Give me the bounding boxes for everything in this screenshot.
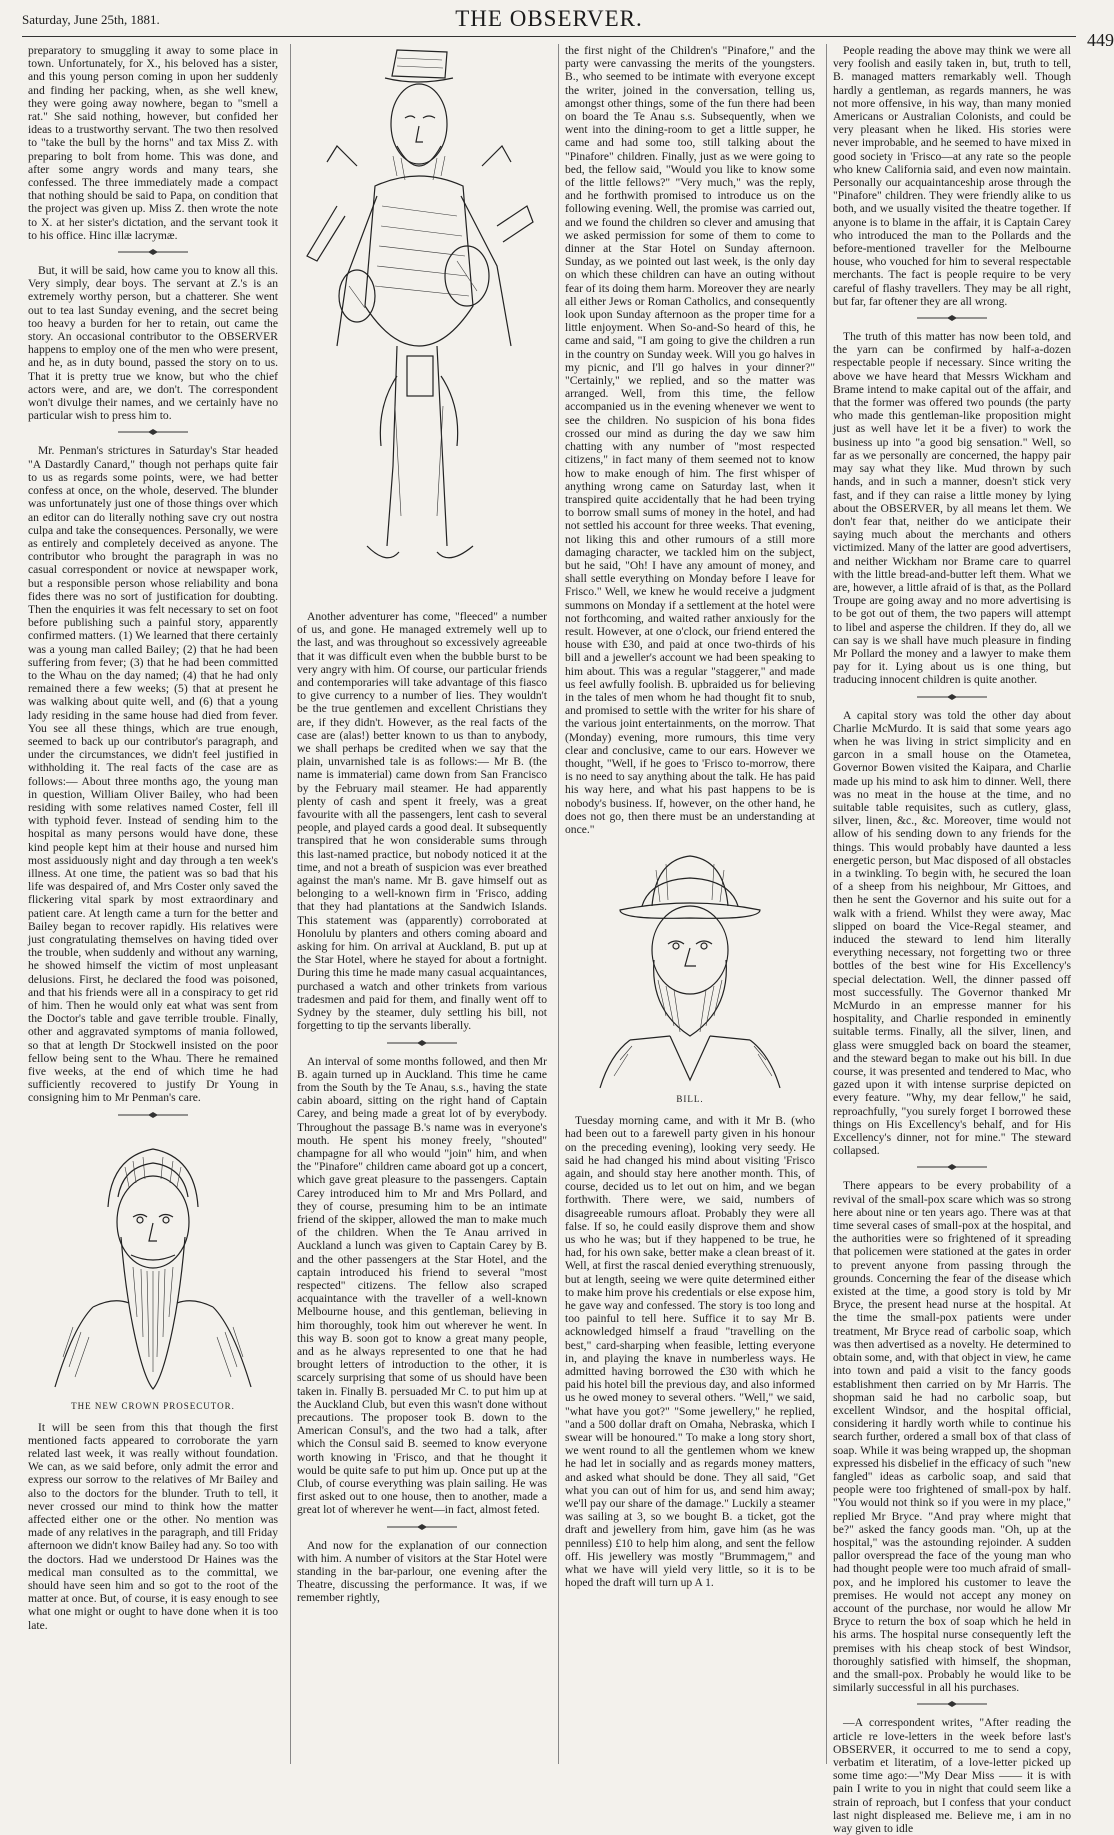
article-paragraph: There appears to be every probability of a revival of the small-pox scare which was so strong here about nine or ten years ago. There was at that time several cases of small-pox at the hospital, and the authorities were so frightened of it spreading that policemen were stationed at the gates in order to prevent anyone from passing through the grounds. Concerning the fear of the disease which existed at the time, a good story is told by Mr Bryce, the present head nurse at the hospital. At the time the small-pox patients were under treatment, Mr Bryce read of carbolic soap, which was then advertised as a novelty. He determined to obtain some, and, with that object in view, he came into town and paid a visit to the fancy goods establishment then carried on by Mr Harris. The shopman said he had no carbolic soap, but excellent Windsor, and the hospital official, considering it hardly worth while to continue his search further, ordered a small box of that class of soap. While it was being wrapped up, the shopman expressed his disbelief in the efficacy of such "new fangled" ideas as carbolic soap, and said that people were too frightened of small-pox by half. "You would not think so if you were in my place," replied Mr Bryce. "And pray where might that be?" asked the fancy goods man. "Oh, up at the hospital," was the astounding rejoinder. A sudden pallor overspread the face of the young man who had thought people were too much afraid of small-pox, and he implored his customer to leave the premises. He would not accept any money on account of the purchase, nor would he allow Mr Bryce to return the box of soap which he held in his arms. The hospital nurse consequently left the premises with his cheap stock of best Windsor, thoroughly satisfied with himself, the shopman, and the small-pox. Probably he would like to be similarly successful in all his purchases. [833, 1179, 1071, 1695]
section-divider [297, 1040, 547, 1046]
section-divider [833, 1164, 1071, 1170]
section-divider [28, 249, 278, 255]
issue-date: Saturday, June 25th, 1881. [22, 12, 160, 27]
newspaper-title: THE OBSERVER. [455, 6, 643, 31]
column-2 [290, 44, 553, 1764]
article-paragraph: It will be seen from this that though the first mentioned facts appeared to corroborate the yarn related last week, it was really without foundation. We can, as we said before, only admit the error and express our sorrow to the relatives of Mr Bailey and also to the doctors for the blunder. Truth to tell, it never crossed our mind to think how the matter affected either one or the other. No mention was made of any relatives in the paragraph, and till Friday afternoon we didn't know Bailey had any. So too with the doctors. Had we understood Dr Haines was the medical man consulted as to the committal, we should have seen him and so got to the root of the matter at once. But, of course, it is easy enough to see what one might or ought to have done when it is too late. [28, 1420, 278, 1632]
article-paragraph: People reading the above may think we were all very foolish and easily taken in, but, truth to tell, B. managed matters remarkably well. Though hardly a gentleman, as regards manners, he was not more offensive, in his way, than many monied Americans or Australian Colonists, and could be very pleasant when he liked. His stories were never improbable, and he seemed to have mixed in good society in 'Frisco—at any rate so the people who knew California said, and even now maintain. Personally our acquaintanceship arose through the "Pinafore" children. They were friendly alike to us both, and we usually visited the theatre together. If anyone is to blame in the affair, it is Captain Carey who introduced the man to the Pollards and the before-mentioned traveller for the Melbourne house, who vouched for him to several respectable merchants. The fact is people require to be very careful of flashy travellers. They may be all right, but far, far oftener they are all wrong. [833, 44, 1071, 308]
section-divider [297, 1524, 547, 1530]
article-paragraph: —A correspondent writes, "After reading the article re love-letters in the week before last's OBSERVER, it occurred to me to send a copy, verbatim et literatim, of a love-letter picked up some time ago:—"My Dear Miss —— it is with pain I write to you in night that could seem like a strain of reproach, but I confess that your conduct last night displeased me. Believe me, i am in no way given to idle [833, 1716, 1071, 1835]
article-paragraph: And now for the explanation of our connection with him. A number of visitors at the Star Hotel were standing in the bar-parlour, one evening after the Theatre, discussing the performance. It was, if we remember rightly, [297, 1538, 547, 1605]
section-divider [833, 315, 1071, 321]
column-1 [22, 44, 284, 1764]
portrait-caption: BILL. [676, 1094, 704, 1105]
section-divider [833, 694, 1071, 700]
column-4 [826, 44, 1077, 1835]
article-paragraph: The truth of this matter has now been told, and the yarn can be confirmed by half-a-dozen respectable people if necessary. Since writing the above we have heard that Messrs Wickham and Brame intend to make capital out of the affair, and that the former was offered two pounds (the party who made this gentleman-like proposition might just as well have let it be a fiver) to work the business up into "a good big sensation." Well, so far as we personally are concerned, the happy pair may say what they like. Mud thrown by such hands, and in such a manner, doesn't stick very fast, and if they can raise a little money by lying about the OBSERVER, by all means let them. We don't fear that, neither do we anticipate their saying much about the merchants and others victimized. Many of the latter are good advertisers, and neither Wickham nor Brame care to quarrel with the little bread-and-butter left them. What we are, however, a little afraid of is that, as the Pollard Troupe are going away and no more advertising is to be got out of them, the two papers will attempt to libel and asperse the children. If they do, all we can say is we shall have much pleasure in finding Mr Pollard the money and a lawyer to make them pay for it. Lying about us is one thing, but traducing innocent children is quite another. [833, 330, 1071, 687]
columns [22, 44, 1076, 1835]
section-divider [28, 1112, 278, 1118]
article-paragraph: preparatory to smuggling it away to some place in town. Unfortunately, for X., his beloved has a sister, and this young person coming in upon her suddenly and finding her packing, when, as she well knew, they were going away nowhere, began to "smell a rat." She said nothing, however, but confided her ideas to a trustworthy servant. The two then resolved to "take the bull by the horns" and tax Miss Z. with preparing to bolt from home. This was done, and after some angry words and many tears, she confessed. The three immediately made a compact that nothing should be said to Papa, on condition that the project was given up. Miss Z. then wrote the note to X. at her sister's dictation, and the servant took it to his office. Hinc illæ lacrymæ. [28, 44, 278, 242]
article-paragraph: Tuesday morning came, and with it Mr B. (who had been out to a farewell party given in his honour on the preceding evening), looking very seedy. He said he had changed his mind about visiting 'Frisco again, and should stay here another month. This, of course, decided us to let out on him, and we began forthwith. There were, we said, numbers of disagreeable rumours afloat. Probably they were all false. If so, he could easily disprove them and show us who he was; but if they happened to be true, he had, for his own sake, better make a clean breast of it. Well, at first the rascal denied everything strenuously, but at length, seeing we were quite determined either to make him prove his credentials or else expose him, he gave way and confessed. The story is too long and too painful to tell here. Suffice it to say Mr B. acknowledged himself a fraud "travelling on the best," card-sharping when feasible, letting everyone in, and playing the knave in numberless ways. He admitted having borrowed the £30 with which he paid his hotel bill the previous day, and also informed us he owed money to several others. "Well," we said, "what have you got?" "Some jewellery," he replied, "and a 500 dollar draft on Omaha, Nebraska, which I swear will be honoured." To make a long story short, we went round to all the gentlemen whom we knew he had let in socially and as regards money matters, and asked what should be done. They all said, "Get what you can out of him for us, and send him away; we'll pay our share of the damage." Luckily a steamer was sailing at 3, so we bought B. a ticket, got the draft and jewellery from him, gave him (as he was penniless) £10 to help him along, and sent the fellow off. His jewellery was mostly "Brummagem," and what we have will yield very little, so it is to be hoped the draft will turn up A 1. [565, 1114, 815, 1590]
article-paragraph: Another adventurer has come, "fleeced" a number of us, and gone. He managed extremely well up to the last, and was throughout so excessively agreeable that it was difficult even when the bubble burst to be very angry with him. Of course, our particular friends and contemporaries will take advantage of this fiasco to give currency to a number of lies. They wouldn't be the true gentlemen and excellent Christians they are, if they didn't. However, as the real facts of the case are (alas!) better known to us than to anybody, we shall perhaps be credited when we say that the plain, unvarnished tale is as follows:— Mr B. (the name is immaterial) came down from San Francisco by the February mail steamer. He had apparently plenty of cash and spent it freely, was a great favourite with all the passengers, lent cash to several people, and played cards a good deal. It subsequently transpired that he won considerable sums through this last-named practice, but nobody noticed it at the time, and not a breath of suspicion was ever breathed against the man's name. Mr B. gave himself out as belonging to a well-known firm in 'Frisco, adding that they had plantations at the Sandwich Islands. This statement was (apparently) corroborated at Honolulu by planters and others coming aboard and asking for him. On arrival at Auckland, B. put up at the Star Hotel, where he stayed for about a fortnight. During this time he made many casual acquaintances, purchased a watch and other trinkets from various tradesmen and paid for them, and finally went off to Sydney by the steamer, duly settling his bill, not forgetting to tip the servants liberally. [297, 610, 547, 1033]
article-paragraph: Mr. Penman's strictures in Saturday's Star headed "A Dastardly Canard," though not perhaps quite fair to us as regards some points, were, we had better confess at once, on the whole, deserved. The blunder was unfortunately just one of those things over which an editor can do literally nothing save cry out nostra culpa and take the consequences. Personally, we were as entirely and completely deceived as anyone. The contributor who brought the paragraph in was no casual correspondent or novice at newspaper work, but a responsible person whose reliability and bona fides there was no sort of justification for doubting. Then the enquiries it was felt necessary to set on foot before publishing such a painful story, apparently confirmed matters. (1) We learned that there certainly was a young man called Bailey; (2) that he had been suffering from fever; (3) that he had been committed to the Whau on the day named; (4) that he had only remained there a few weeks; (5) that at present he was walking about quite well, and (6) that a young lady residing in the same house had died from fever. You see all these things, which are true enough, seemed to back up our contributor's paragraph, and under the circumstances, we didn't feel justified in withholding it. The real facts of the case are as follows:— About three months ago, the young man in question, William Oliver Bailey, who had been residing with some relatives named Coster, fell ill with typhoid fever. Instead of sending him to the hospital as many persons would have done, these kind people kept him at their house and nursed him most assiduously night and day through a ten week's illness. At one time, the patient was so bad that his life was despaired of, and Mrs Coster only saved the flickering vital spark by most extraordinary and patient care. At length came a turn for the better and Bailey began to recover rapidly. His relatives were just congratulating themselves on having tided over the trouble, when suddenly and without any warning, he showed himself the victim of most unpleasant delusions. First, he declared the food was poisoned, and that his friends were all in a conspiracy to get rid of him. Then he would only eat what was sent from the Doctor's table and gave terrible trouble. Finally, other and aggravated symptoms of mania followed, so that at length Dr Stockwell insisted on the poor fellow being sent to the Whau. There he remained five weeks, at the end of which time he had sufficiently recovered to justify Dr Young in consigning him to Mr Penman's care. [28, 444, 278, 1105]
section-divider [833, 1701, 1071, 1707]
bill-portrait [570, 840, 810, 1090]
article-paragraph: A capital story was told the other day about Charlie McMurdo. It is said that some years ago when he was living in strict simplicity and en garcon in a small house on the Otametea, Governor Bowen visited the Kaipara, and Charlie made up his mind to ask him to dinner. Well, there was no meat in the house at the time, and no suitable table requisites, such as cutlery, glass, silver, linen, &c., &c. Moreover, time would not allow of his sending down to any friends for the things. This would probably have daunted a less energetic person, but Mac disposed of all obstacles in a twinkling. To begin with, he secured the loan of a sheep from his neighbour, Mr Gittoes, and then he sent the Governor and his suite out for a walk with a friend. Whilst they were away, Mac slipped on board the Vice-Regal steamer, and induced the steward to lend him literally everything necessary, not forgetting two or three bottles of the best wine for His Excellency's special delectation. Well, the dinner passed off most successfully. The Governor thanked Mr McMurdo in an empresse manner for his hospitality, and Charlie responded in eminently suitable terms. Finally, all the silver, linen, and glass were smuggled back on board the steamer, and the steward began to make out his bill. In due course, it was presented and tendered to Mac, who gazed upon it with intense surprise depicted on every feature. "Why, my dear fellow," he said, reproachfully, "you surely forget I borrowed these things on His Excellency's behalf, and for His Excellency's dinner, not for mine." The steward collapsed. [833, 708, 1071, 1158]
article-paragraph: But, it will be said, how came you to know all this. Very simply, dear boys. The servant at Z.'s is an extremely worthy person, but a chatterer. She went out to tea last Sunday evening, and the secret being too heavy a burden for her to retain, out came the story. An occasional contributor to the OBSERVER happens to employ one of the men who were present, and he, as in duty bound, passed the story on to us. That it is pretty true we know, but who the chief actors were, and are, we don't. The correspondent won't divulge their names, and we certainly have no particular wish to press him to. [28, 264, 278, 423]
article-paragraph: An interval of some months followed, and then Mr B. again turned up in Auckland. This time he came from the South by the Te Anau, s.s., having the state cabin aboard, sitting on the right hand of Captain Carey, and being made a great lot of by everybody. Throughout the passage B.'s name was in everyone's mouth. He spent his money freely, "shouted" champagne for all who would "join" him, and when the "Pinafore" children came aboard got up a concert, which gave great pleasure to the passengers. Captain Carey introduced him to Mr and Mrs Pollard, and they of course, presuming him to be an intimate friend of the skipper, allowed the man to make much of the children. When the Te Anau arrived in Auckland a lunch was given to Captain Carey by B. and the other passengers at the Star Hotel, and the captain introduced his friend to several "most respected" citizens. The fellow also scraped acquaintance with the traveller of a well-known Melbourne house, and this gentleman, believing in him thoroughly, took him out wherever he went. In this way B. soon got to know a great many people, and as he always represented to one that he had brought letters of introduction to the other, it is scarcely surprising that some of us should have been taken in. Finally B. persuaded Mr C. to put him up at the Auckland Club, but even this wasn't done without precautions. The proposer took B. down to the American Consul's, and the two had a talk, after which the Consul said B. seemed to know everyone worth knowing in 'Frisco, and that he thought it would be quite safe to put him up. Once put up at the Club, of course everything was plain sailing. He was first asked out to one house, then to another, made a great lot of wherever he went—in fact, almost feted. [297, 1054, 547, 1517]
column-3 [558, 44, 821, 1764]
crown-prosecutor-portrait [33, 1127, 273, 1397]
adventurer-caricature [297, 46, 547, 606]
portrait-caption: THE NEW CROWN PROSECUTOR. [71, 1400, 235, 1411]
masthead [22, 6, 1076, 37]
page-number: 449 [1087, 30, 1114, 50]
section-divider [28, 429, 278, 435]
article-paragraph: the first night of the Children's "Pinafore," and the party were canvassing the merits of the youngsters. B., who seemed to be intimate with everyone except the writer, joined in the conversation, telling us, amongst other things, some of the fun there had been on board the Te Anau s.s. Subsequently, when we went into the dining-room to get a little supper, he came and had some too, still talking about the "Pinafore" children. Finally, just as we were going to bed, the fellow said, "Would you like to know some of the little fellows?" "Very much," was the reply, and he forthwith promised to introduce us on the following evening. Well, the promise was carried out, and we found the children so clever and amusing that we asked permission for some of them to come to dinner at the Star Hotel on Sunday afternoon. Sunday, as we pointed out last week, is the only day on which these children can have an outing without fear of its doing them harm. Moreover they are nearly all either Jews or Roman Catholics, and consequently look upon Sunday afternoon as the proper time for a little enjoyment. When So-and-So heard of this, he came and said, "I am going to give the children a run in the country on Sunday week. Will you go halves in my picnic, and I'll go halves in your dinner?" "Certainly," we replied, and so the matter was arranged. Well, from this time, the fellow accompanied us in the evening whenever we went to see the children. No suspicion of his bona fides crossed our mind as during the day we saw him chatting with any number of "most respected citizens," in fact many of them seemed not to know how to make enough of him. The first whisper of anything wrong came on Saturday last, when it transpired quite accidentally that he had been trying to borrow small sums of money in the hotel, and had not settled his account for three weeks. That evening, not liking this and other rumours of a still more damaging character, we tackled him on the subject, but he said, "Oh! I have any amount of money, and shall settle everything on Monday before I leave for Frisco." Well, we knew he would receive a judgment summons on Monday if a settlement at the hotel were not forthcoming, and waited rather anxiously for the result. However, at one o'clock, our friend entered the house with £30, and paid at once two-thirds of his bill and a jeweller's account we had been speaking to him about. This was a regular "staggerer," and made us feel awfully foolish. B. upbraided us for believing in the tales of men whom he had thought fit to snub, and promised to settle with the writer for his share of the various joint entertainments, on the morrow. That (Monday) evening, more rumours, this time very clear and conclusive, came to our ears. However we thought, "Well, if he goes to 'Frisco to-morrow, there is no need to say anything about the talk. He has paid his way here, and what his past happens to be is nobody's business. If, however, on the other hand, he does not go, then there must be an understanding at once." [565, 44, 815, 836]
